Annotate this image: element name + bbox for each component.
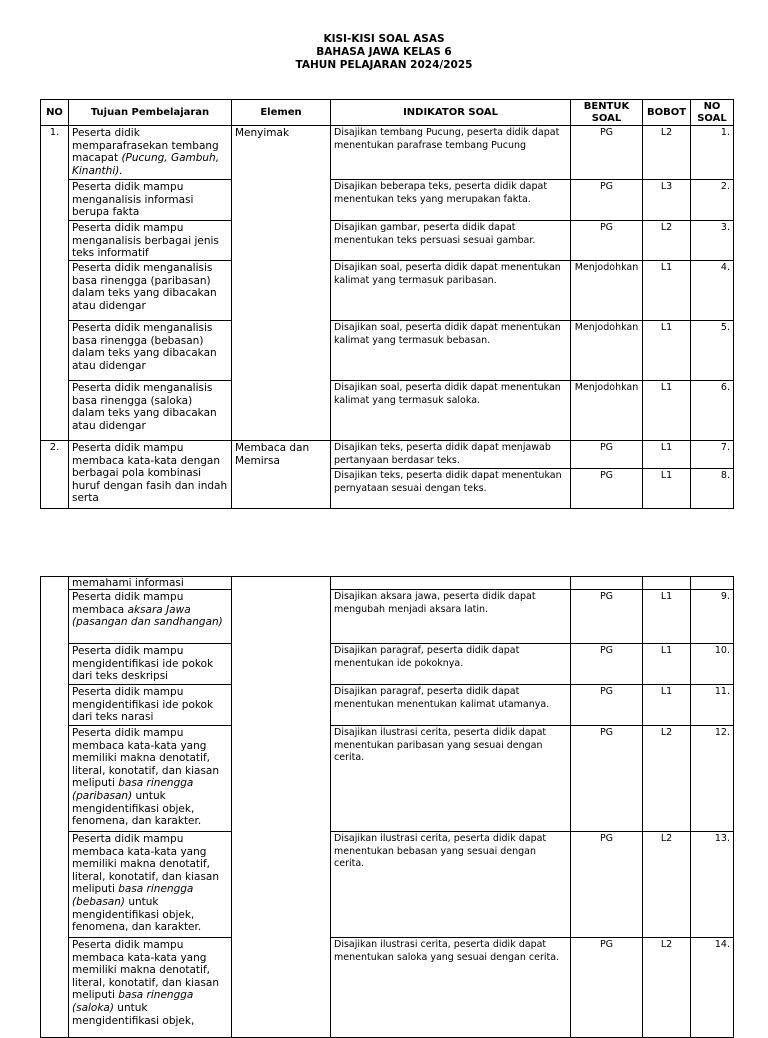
tujuan-cell (69, 126, 232, 180)
header-bentuk: BENTUK SOAL (571, 100, 643, 126)
table-row (41, 441, 734, 469)
bobot-cell: L2 (643, 938, 691, 1038)
tujuan-cell: Peserta didik mampu mengidentifikasi ide pokok dari teks deskripsi (69, 644, 232, 685)
bentuk-cell: PG (571, 726, 643, 832)
tujuan-cell (69, 938, 232, 1038)
indikator-cell: Disajikan soal, peserta didik dapat menentukan kalimat yang termasuk paribasan. (331, 261, 571, 321)
title-line-1: KISI-KISI SOAL ASAS (323, 33, 445, 45)
bobot-cell: L1 (643, 644, 691, 685)
bentuk-cell: PG (571, 441, 643, 469)
tujuan-cell (69, 832, 232, 938)
no-soal-cell: 12. (691, 726, 734, 832)
tujuan-italic: aksara Jawa (pasangan dan sandhangan) (72, 603, 223, 629)
bentuk-cell: PG (571, 469, 643, 509)
bentuk-cell: PG (571, 221, 643, 261)
bobot-cell (643, 577, 691, 590)
indikator-cell: Disajikan aksara jawa, peserta didik dapat mengubah menjadi aksara latin. (331, 590, 571, 644)
tujuan-italic: (Pucung, Gambuh, Kinanthi). (72, 152, 220, 177)
tujuan-text: Peserta didik mampu membaca kata-kata yang memiliki makna denotatif, literal, konotatif, dan kiasan meliputi (72, 939, 220, 1002)
elemen-cell (232, 577, 331, 1038)
header-no-soal: NO SOAL (691, 100, 734, 126)
tujuan-cell: Peserta didik mampu membaca kata-kata dengan berbagai pola kombinasi huruf dengan fasih dan indah serta (69, 441, 232, 509)
bentuk-cell: PG (571, 938, 643, 1038)
bentuk-cell: PG (571, 180, 643, 221)
indikator-cell: Disajikan paragraf, peserta didik dapat menentukan ide pokoknya. (331, 644, 571, 685)
tujuan-cell (69, 726, 232, 832)
table-row (41, 261, 734, 321)
bobot-cell: L2 (643, 126, 691, 180)
title-line-3: TAHUN PELAJARAN 2024/2025 (295, 59, 473, 71)
tujuan-cell: Peserta didik mampu mengidentifikasi ide pokok dari teks narasi (69, 685, 232, 726)
table-row (41, 126, 734, 180)
table-row (41, 180, 734, 221)
bentuk-cell: PG (571, 644, 643, 685)
tujuan-text-end: untuk mengidentifikasi objek, fenomena, dan karakter. (72, 789, 202, 828)
no-soal-cell: 10. (691, 644, 734, 685)
bobot-cell: L2 (643, 832, 691, 938)
elemen-cell: Membaca dan Memirsa (232, 441, 331, 509)
indikator-cell: Disajikan paragraf, peserta didik dapat menentukan menentukan kalimat utamanya. (331, 685, 571, 726)
table-row (41, 577, 734, 590)
bobot-cell: L1 (643, 685, 691, 726)
table-row (41, 644, 734, 685)
no-soal-cell: 8. (691, 469, 734, 509)
tujuan-text-end: untuk mengidentifikasi objek, (72, 1001, 195, 1027)
no-soal-cell (691, 577, 734, 590)
indikator-cell: Disajikan soal, peserta didik dapat menentukan kalimat yang termasuk bebasan. (331, 321, 571, 381)
bentuk-cell: PG (571, 126, 643, 180)
no-soal-cell: 14. (691, 938, 734, 1038)
bobot-cell: L1 (643, 469, 691, 509)
bentuk-cell: Menjodohkan (571, 261, 643, 321)
no-soal-cell: 3. (691, 221, 734, 261)
indikator-cell: Disajikan soal, peserta didik dapat menentukan kalimat yang termasuk saloka. (331, 381, 571, 441)
indikator-cell: Disajikan ilustrasi cerita, peserta didik dapat menentukan paribasan yang sesuai dengan cerita. (331, 726, 571, 832)
no-soal-cell: 9. (691, 590, 734, 644)
bobot-cell: L1 (643, 381, 691, 441)
no-soal-cell: 6. (691, 381, 734, 441)
tujuan-italic: basa rinengga (paribasan) (72, 777, 194, 802)
row-number: 2. (41, 441, 69, 509)
indikator-cell: Disajikan teks, peserta didik dapat menjawab pertanyaan berdasar teks. (331, 441, 571, 469)
no-soal-cell: 2. (691, 180, 734, 221)
title-line-2: BAHASA JAWA KELAS 6 (316, 46, 452, 58)
bentuk-cell: PG (571, 832, 643, 938)
table-row (41, 726, 734, 832)
header-indikator: INDIKATOR SOAL (331, 100, 571, 126)
bobot-cell: L1 (643, 441, 691, 469)
no-soal-cell: 7. (691, 441, 734, 469)
bentuk-cell: PG (571, 685, 643, 726)
row-number (41, 577, 69, 1038)
tujuan-cell: Peserta didik mampu menganalisis informasi berupa fakta (69, 180, 232, 221)
tujuan-text: Peserta didik memparafrasekan tembang macapat (72, 127, 219, 165)
bentuk-cell: Menjodohkan (571, 321, 643, 381)
tujuan-text: Peserta didik mampu membaca kata-kata yang memiliki makna denotatif, literal, konotatif, dan kiasan meliputi (72, 727, 220, 790)
header-no: NO (41, 100, 69, 126)
bentuk-cell: PG (571, 590, 643, 644)
indikator-cell: Disajikan tembang Pucung, peserta didik dapat menentukan parafrase tembang Pucung (331, 126, 571, 180)
tujuan-cell: Peserta didik menganalisis basa rinengga (saloka) dalam teks yang dibacakan atau didengar (69, 381, 232, 441)
no-soal-cell: 13. (691, 832, 734, 938)
table-row (41, 381, 734, 441)
table-row (41, 938, 734, 1038)
indikator-cell: Disajikan teks, peserta didik dapat menentukan pernyataan sesuai dengan teks. (331, 469, 571, 509)
kisi-kisi-table-page-2 (40, 576, 734, 1038)
tujuan-italic: basa rinengga (bebasan) (72, 883, 194, 908)
tujuan-text: Peserta didik mampu membaca kata-kata yang memiliki makna denotatif, literal, konotatif, dan kiasan meliputi (72, 833, 220, 896)
no-soal-cell: 1. (691, 126, 734, 180)
indikator-cell: Disajikan gambar, peserta didik dapat menentukan teks persuasi sesuai gambar. (331, 221, 571, 261)
bobot-cell: L2 (643, 221, 691, 261)
tujuan-cell: memahami informasi (69, 577, 232, 590)
no-soal-cell: 5. (691, 321, 734, 381)
tujuan-cell: Peserta didik menganalisis basa rinengga (paribasan) dalam teks yang dibacakan atau didengar (69, 261, 232, 321)
indikator-cell: Disajikan beberapa teks, peserta didik dapat menentukan teks yang merupakan fakta. (331, 180, 571, 221)
indikator-cell: Disajikan ilustrasi cerita, peserta didik dapat menentukan saloka yang sesuai dengan cerita. (331, 938, 571, 1038)
table-row (41, 321, 734, 381)
tujuan-text: Peserta didik mampu membaca (72, 591, 184, 616)
table-row (41, 590, 734, 644)
tujuan-cell: Peserta didik mampu menganalisis berbagai jenis teks informatif (69, 221, 232, 261)
indikator-cell: Disajikan ilustrasi cerita, peserta didik dapat menentukan bebasan yang sesuai dengan cerita. (331, 832, 571, 938)
bobot-cell: L1 (643, 321, 691, 381)
bentuk-cell (571, 577, 643, 590)
bobot-cell: L3 (643, 180, 691, 221)
tujuan-italic: basa rinengga (saloka) (72, 989, 194, 1014)
elemen-cell: Menyimak (232, 126, 331, 441)
tujuan-cell: Peserta didik menganalisis basa rinengga (bebasan) dalam teks yang dibacakan atau didengar (69, 321, 232, 381)
document-title (0, 33, 768, 72)
indikator-cell (331, 577, 571, 590)
bobot-cell: L2 (643, 726, 691, 832)
table-header-row (41, 100, 734, 126)
bobot-cell: L1 (643, 590, 691, 644)
header-tujuan: Tujuan Pembelajaran (69, 100, 232, 126)
bobot-cell: L1 (643, 261, 691, 321)
bentuk-cell: Menjodohkan (571, 381, 643, 441)
header-bobot: BOBOT (643, 100, 691, 126)
no-soal-cell: 11. (691, 685, 734, 726)
table-row (41, 221, 734, 261)
row-number: 1. (41, 126, 69, 441)
table-row (41, 685, 734, 726)
tujuan-text-end: untuk mengidentifikasi objek, fenomena, dan karakter. (72, 895, 202, 934)
kisi-kisi-table-page-1 (40, 99, 734, 509)
no-soal-cell: 4. (691, 261, 734, 321)
table-row (41, 832, 734, 938)
tujuan-cell (69, 590, 232, 644)
header-elemen: Elemen (232, 100, 331, 126)
